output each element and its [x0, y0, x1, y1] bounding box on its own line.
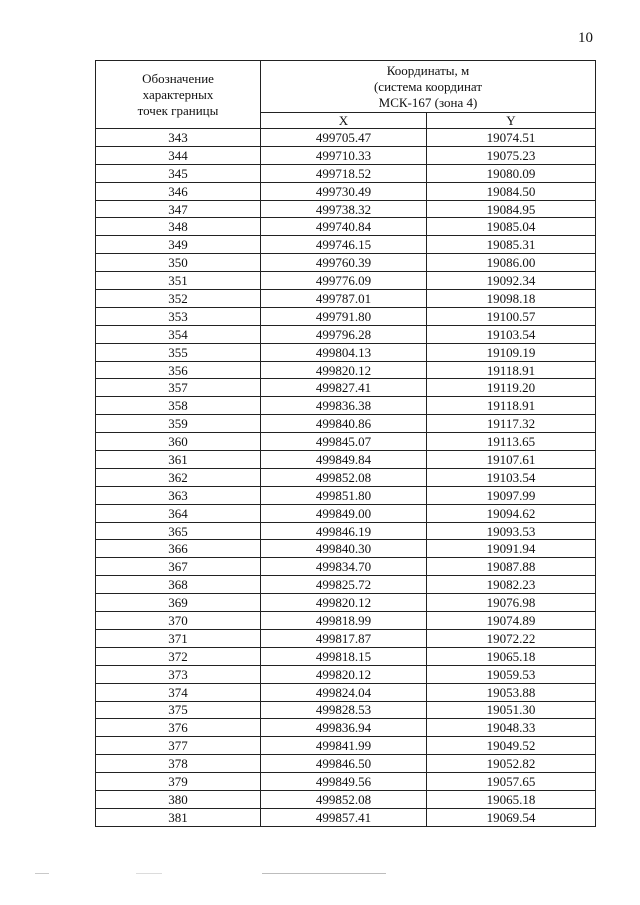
point-header-line: характерных — [142, 86, 214, 102]
table-row — [96, 612, 596, 630]
point-number-cell: 348 — [96, 218, 261, 236]
point-number-cell: 345 — [96, 164, 261, 182]
y-coordinate-cell: 19059.53 — [427, 665, 596, 683]
point-number-cell: 344 — [96, 146, 261, 164]
table-row — [96, 808, 596, 826]
point-designation-header — [96, 61, 261, 129]
table-row — [96, 540, 596, 558]
y-coordinate-cell: 19051.30 — [427, 701, 596, 719]
table-row — [96, 415, 596, 433]
y-coordinate-cell: 19113.65 — [427, 433, 596, 451]
coordinates-table — [95, 60, 596, 827]
y-coordinate-cell: 19084.50 — [427, 182, 596, 200]
y-coordinate-cell: 19052.82 — [427, 755, 596, 773]
x-coordinate-cell: 499849.56 — [261, 773, 427, 791]
x-coordinate-cell: 499825.72 — [261, 576, 427, 594]
table-row — [96, 290, 596, 308]
table-row — [96, 701, 596, 719]
x-coordinate-cell: 499840.86 — [261, 415, 427, 433]
x-coordinate-cell: 499760.39 — [261, 254, 427, 272]
table-row — [96, 719, 596, 737]
x-coordinate-cell: 499710.33 — [261, 146, 427, 164]
y-coordinate-cell: 19086.00 — [427, 254, 596, 272]
y-coordinate-cell: 19075.23 — [427, 146, 596, 164]
point-number-cell: 379 — [96, 773, 261, 791]
y-coordinate-cell: 19074.51 — [427, 129, 596, 147]
y-coordinate-cell: 19091.94 — [427, 540, 596, 558]
table-row — [96, 665, 596, 683]
footer-mark — [35, 873, 49, 874]
table-row — [96, 683, 596, 701]
table-row — [96, 164, 596, 182]
x-coordinate-cell: 499827.41 — [261, 379, 427, 397]
point-number-cell: 375 — [96, 701, 261, 719]
point-number-cell: 365 — [96, 522, 261, 540]
point-number-cell: 368 — [96, 576, 261, 594]
coords-header-line: Координаты, м — [386, 62, 470, 78]
table-row — [96, 272, 596, 290]
x-coordinate-cell: 499804.13 — [261, 343, 427, 361]
table-row — [96, 200, 596, 218]
y-coordinate-cell: 19085.04 — [427, 218, 596, 236]
x-coordinate-cell: 499796.28 — [261, 325, 427, 343]
point-number-cell: 351 — [96, 272, 261, 290]
coords-header-line: МСК-167 (зона 4) — [378, 94, 478, 110]
y-coordinate-cell: 19072.22 — [427, 629, 596, 647]
point-number-cell: 361 — [96, 451, 261, 469]
y-coordinate-cell: 19084.95 — [427, 200, 596, 218]
table-row — [96, 755, 596, 773]
point-number-cell: 359 — [96, 415, 261, 433]
y-coordinate-cell: 19117.32 — [427, 415, 596, 433]
point-number-cell: 357 — [96, 379, 261, 397]
x-coordinate-cell: 499776.09 — [261, 272, 427, 290]
table-row — [96, 737, 596, 755]
point-number-cell: 355 — [96, 343, 261, 361]
x-coordinate-cell: 499740.84 — [261, 218, 427, 236]
x-coordinate-cell: 499840.30 — [261, 540, 427, 558]
table-row — [96, 379, 596, 397]
point-number-cell: 370 — [96, 612, 261, 630]
y-coordinate-cell: 19097.99 — [427, 486, 596, 504]
y-coordinate-cell: 19080.09 — [427, 164, 596, 182]
table-row — [96, 146, 596, 164]
x-coordinate-cell: 499849.84 — [261, 451, 427, 469]
point-number-cell: 346 — [96, 182, 261, 200]
point-number-cell: 350 — [96, 254, 261, 272]
y-coordinate-cell: 19109.19 — [427, 343, 596, 361]
point-number-cell: 377 — [96, 737, 261, 755]
x-coordinate-cell: 499857.41 — [261, 808, 427, 826]
y-coordinate-cell: 19119.20 — [427, 379, 596, 397]
x-coordinate-cell: 499820.12 — [261, 665, 427, 683]
coordinates-header — [261, 61, 596, 113]
table-row — [96, 361, 596, 379]
x-coordinate-cell: 499818.15 — [261, 647, 427, 665]
point-header-line: точек границы — [137, 102, 219, 118]
point-number-cell: 366 — [96, 540, 261, 558]
point-number-cell: 364 — [96, 504, 261, 522]
x-coordinate-cell: 499705.47 — [261, 129, 427, 147]
point-number-cell: 343 — [96, 129, 261, 147]
table-row — [96, 594, 596, 612]
table-row — [96, 433, 596, 451]
y-coordinate-cell: 19100.57 — [427, 307, 596, 325]
point-number-cell: 371 — [96, 629, 261, 647]
table-row — [96, 343, 596, 361]
x-coordinate-cell: 499845.07 — [261, 433, 427, 451]
x-coordinate-cell: 499718.52 — [261, 164, 427, 182]
table-row — [96, 129, 596, 147]
footer-rule — [262, 873, 386, 874]
point-number-cell: 369 — [96, 594, 261, 612]
x-coordinate-cell: 499818.99 — [261, 612, 427, 630]
y-coordinate-cell: 19093.53 — [427, 522, 596, 540]
point-number-cell: 347 — [96, 200, 261, 218]
table-row — [96, 468, 596, 486]
y-coordinate-cell: 19094.62 — [427, 504, 596, 522]
x-coordinate-cell: 499836.94 — [261, 719, 427, 737]
x-coordinate-cell: 499820.12 — [261, 361, 427, 379]
y-coordinate-cell: 19048.33 — [427, 719, 596, 737]
page-number: 10 — [578, 30, 593, 46]
x-coordinate-cell: 499820.12 — [261, 594, 427, 612]
coords-header-line: (система координат — [373, 78, 483, 94]
y-coordinate-cell: 19065.18 — [427, 647, 596, 665]
table-row — [96, 218, 596, 236]
y-coordinate-cell: 19082.23 — [427, 576, 596, 594]
table-row — [96, 629, 596, 647]
y-coordinate-cell: 19074.89 — [427, 612, 596, 630]
x-coordinate-cell: 499817.87 — [261, 629, 427, 647]
point-number-cell: 349 — [96, 236, 261, 254]
x-coordinate-cell: 499852.08 — [261, 468, 427, 486]
x-coordinate-cell: 499849.00 — [261, 504, 427, 522]
point-number-cell: 360 — [96, 433, 261, 451]
y-coordinate-cell: 19098.18 — [427, 290, 596, 308]
x-coordinate-cell: 499834.70 — [261, 558, 427, 576]
x-coordinate-cell: 499730.49 — [261, 182, 427, 200]
table-row — [96, 486, 596, 504]
point-number-cell: 367 — [96, 558, 261, 576]
y-coordinate-cell: 19092.34 — [427, 272, 596, 290]
y-coordinate-cell: 19107.61 — [427, 451, 596, 469]
x-coordinate-cell: 499841.99 — [261, 737, 427, 755]
point-number-cell: 354 — [96, 325, 261, 343]
point-number-cell: 376 — [96, 719, 261, 737]
table-row — [96, 451, 596, 469]
point-header-line: Обозначение — [142, 70, 214, 86]
y-coordinate-cell: 19076.98 — [427, 594, 596, 612]
y-coordinate-cell: 19069.54 — [427, 808, 596, 826]
point-number-cell: 362 — [96, 468, 261, 486]
table-row — [96, 773, 596, 791]
x-column-header: X — [261, 113, 427, 129]
x-coordinate-cell: 499846.19 — [261, 522, 427, 540]
table-row — [96, 522, 596, 540]
point-number-cell: 356 — [96, 361, 261, 379]
x-coordinate-cell: 499824.04 — [261, 683, 427, 701]
point-number-cell: 353 — [96, 307, 261, 325]
y-coordinate-cell: 19057.65 — [427, 773, 596, 791]
x-coordinate-cell: 499852.08 — [261, 790, 427, 808]
table-row — [96, 576, 596, 594]
x-coordinate-cell: 499746.15 — [261, 236, 427, 254]
table-row — [96, 254, 596, 272]
y-coordinate-cell: 19103.54 — [427, 325, 596, 343]
table-row — [96, 504, 596, 522]
point-number-cell: 363 — [96, 486, 261, 504]
y-coordinate-cell: 19118.91 — [427, 397, 596, 415]
point-number-cell: 352 — [96, 290, 261, 308]
y-coordinate-cell: 19065.18 — [427, 790, 596, 808]
point-number-cell: 373 — [96, 665, 261, 683]
point-number-cell: 374 — [96, 683, 261, 701]
y-coordinate-cell: 19103.54 — [427, 468, 596, 486]
point-number-cell: 381 — [96, 808, 261, 826]
y-column-header: Y — [427, 113, 596, 129]
y-coordinate-cell: 19087.88 — [427, 558, 596, 576]
table-row — [96, 236, 596, 254]
table-row — [96, 307, 596, 325]
table-body — [96, 129, 596, 827]
y-coordinate-cell: 19053.88 — [427, 683, 596, 701]
x-coordinate-cell: 499791.80 — [261, 307, 427, 325]
y-coordinate-cell: 19049.52 — [427, 737, 596, 755]
table-row — [96, 647, 596, 665]
table-row — [96, 397, 596, 415]
x-coordinate-cell: 499836.38 — [261, 397, 427, 415]
table-row — [96, 558, 596, 576]
point-number-cell: 380 — [96, 790, 261, 808]
y-coordinate-cell: 19085.31 — [427, 236, 596, 254]
point-number-cell: 378 — [96, 755, 261, 773]
x-coordinate-cell: 499851.80 — [261, 486, 427, 504]
point-number-cell: 358 — [96, 397, 261, 415]
y-coordinate-cell: 19118.91 — [427, 361, 596, 379]
table-row — [96, 182, 596, 200]
x-coordinate-cell: 499846.50 — [261, 755, 427, 773]
x-coordinate-cell: 499738.32 — [261, 200, 427, 218]
x-coordinate-cell: 499787.01 — [261, 290, 427, 308]
table-row — [96, 790, 596, 808]
point-number-cell: 372 — [96, 647, 261, 665]
footer-mark — [136, 873, 162, 874]
x-coordinate-cell: 499828.53 — [261, 701, 427, 719]
table-row — [96, 325, 596, 343]
